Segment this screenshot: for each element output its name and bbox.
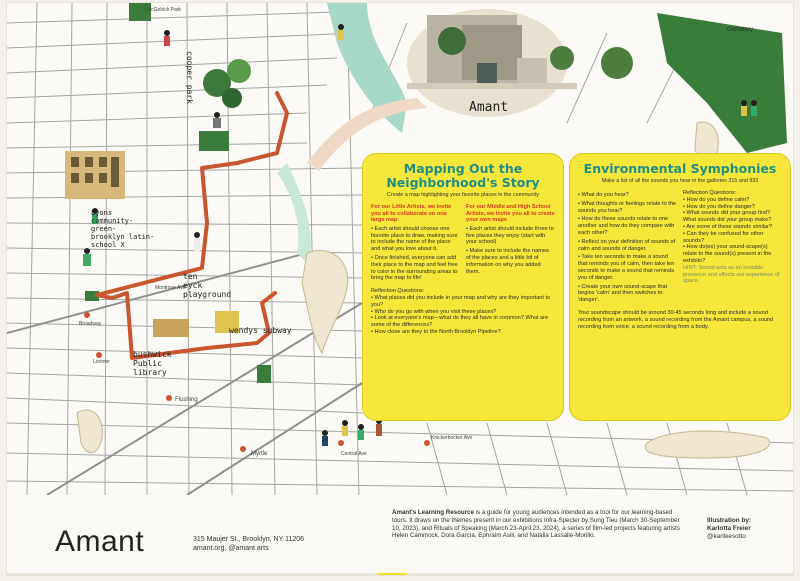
activity-sheet (6, 2, 794, 576)
about-body: is a guide for young audiences intended as a tool for our learning-based tours. It draws on the themes present in our exhibitions Infra-Specter by Sung Tieu (March 30-September 10, 2023), and Rituals of Speaking (March 23-April 23, 2024), a series of film-led projects featuring artists Helen Cammock, Dora García, Ephraim Asili, and Natalia Lassalle-Morillo. (392, 509, 680, 540)
cooper-park (199, 131, 229, 151)
lorimer-label: Lorimer (93, 359, 110, 365)
list-item: • What sounds did your group find? What sounds did your group make? (683, 210, 772, 224)
list-item: • How do(es) your sound-scape(s) relate to the sound(s) present in the exhibits? (683, 244, 772, 264)
wendys-label: wendys subway (229, 326, 292, 335)
address-block (193, 535, 304, 553)
sound-hint: HINT: Sound acts as an invisible presence and affects our experience of space (683, 264, 780, 285)
sound-activity-panel (569, 153, 791, 421)
list-item: • What do you hear? (578, 192, 629, 198)
mapping-subtitle: Create a map highlighting your favorite places in the community (387, 192, 539, 198)
website-line: amant.org, @amant.arts (193, 545, 269, 552)
amant-sign-label: Amant (469, 100, 509, 115)
older-artists-column (466, 204, 555, 282)
list-item: • How close are they to the North Brooklyn Pipeline? (371, 328, 501, 335)
broadway-label: Broadway (79, 321, 102, 327)
sound-questions-column (578, 190, 677, 304)
central-label: Central Ave (341, 451, 367, 457)
footer (7, 495, 794, 576)
list-item: • What thoughts or feelings relate to the sounds you hear? (578, 200, 677, 214)
list-item: • How do you define danger? (683, 203, 755, 210)
older-artists-heading: For our Middle and High School Artists, we invite you all to create your own maps (466, 204, 555, 224)
montrose-label: Montrose Ave (155, 285, 186, 291)
credit-lead: Illustration by: (707, 517, 752, 524)
knickerbocker-label: Knickerbocker Ave (431, 435, 473, 441)
list-item: • Once finished, everyone can add their place to the map and feel free to color in the surrounding areas to bring the map to life! (371, 254, 458, 282)
list-item: • Look at everyone's map—what do they all have in common? What are some of the differences? (371, 315, 549, 329)
list-item: • How do you define calm? (683, 196, 750, 203)
list-item: • Create your own sound-scape that begins 'calm' and then switches to 'danger'. (578, 283, 668, 304)
reflection-title: Reflection Questions: (371, 288, 425, 295)
list-item: • Make sure to include the names of the places and a little bit of information on why you added them. (466, 248, 549, 275)
mapping-reflection (371, 288, 555, 336)
flushing-label: Flushing (175, 397, 198, 403)
list-item: • Take ten seconds to make a sound that reminds you of calm, then take ten seconds to make a sound that reminds you of danger. (578, 254, 675, 281)
list-item: • Who do you go with when you visit these places? (371, 308, 497, 315)
address-line: 315 Maujer St., Brooklyn, NY 11206 (193, 536, 305, 543)
mapping-title: Mapping Out the Neighborhood's Story (386, 161, 540, 190)
cemetery-label: Cemetery (727, 27, 754, 33)
yellow-tab (377, 573, 407, 576)
mapping-columns (371, 204, 555, 282)
about-text (392, 509, 682, 540)
about-lead: Amant's Learning Resource (392, 509, 474, 516)
sound-columns (578, 190, 782, 304)
list-item: • Can they be confused for other sounds? (683, 230, 764, 244)
reflection-title: Reflection Questions: (683, 190, 737, 196)
list-item: • Each artist should include three to five places they enjoy (start with your school) (466, 225, 554, 246)
list-item: • Are some of these sounds similar? (683, 223, 773, 230)
little-artists-heading: For our Little Artists, we invite you all to collaborate on one large map (371, 204, 452, 224)
sound-title: Environmental Symphonies (583, 161, 777, 176)
library-label: bushwick Public library (133, 350, 172, 377)
list-item: • How do these sounds relate to one another and how do they compare with each other? (578, 216, 675, 236)
list-item: • Reflect on your definition of sounds of calm and sounds of danger. (578, 238, 676, 252)
mapping-activity-panel (362, 153, 564, 421)
mcgolrick-park-label: McGolrick Park (147, 7, 181, 13)
ten-eyck-label: ten eyck playground (183, 272, 232, 299)
illustration-credit (707, 517, 751, 541)
lyons-label: Lyons community- green- brooklyn latin- school X (91, 209, 155, 249)
lyons-school-building (65, 151, 125, 199)
sound-reflection-column (683, 190, 782, 304)
list-item: • Each artist should choose one favorite place to draw, making sure to include the name of the place and what you love about it. (371, 225, 458, 253)
library-building (153, 319, 189, 337)
list-item: • What places did you include in your map and why are they important to you? (371, 294, 551, 308)
credit-name: Karlotta Freier (707, 525, 751, 532)
soundscape-instructions: Your soundscape should be around 30-45 seconds long and include a sound recording from an artwork, a sound recording from the Amant campus, a sound recording from voice, a sound recording from a body. (578, 309, 774, 330)
little-artists-column (371, 204, 460, 282)
myrtle-label: Myrtle (251, 451, 268, 457)
sound-subtitle: Make a list of all the sounds you hear in the galleries 315 and 932 (601, 178, 759, 184)
cooper-park-label: cooper park (185, 51, 194, 104)
credit-handle: @karlikesotto (707, 533, 746, 540)
amant-logo: Amant (55, 525, 145, 558)
